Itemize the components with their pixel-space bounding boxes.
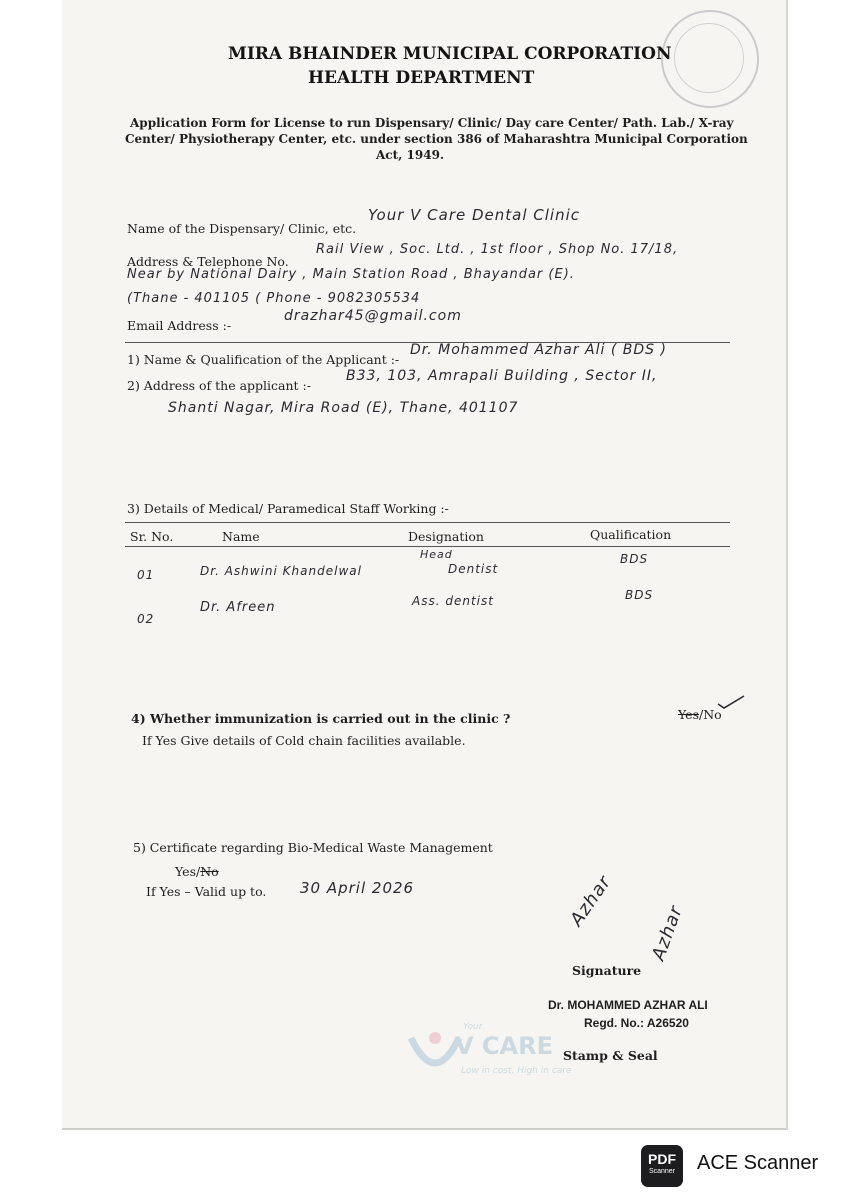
staff-table-header-rule bbox=[125, 546, 730, 547]
logo-brand-text: V CARE bbox=[455, 1032, 553, 1060]
applicant-name-label: 1) Name & Qualification of the Applicant :- bbox=[127, 352, 400, 367]
staff-designation-note: Head bbox=[420, 548, 453, 561]
waste-answer bbox=[175, 864, 219, 879]
round-stamp-mark bbox=[661, 10, 759, 108]
answer-separator: / bbox=[195, 864, 201, 879]
pdf-scanner-badge bbox=[641, 1145, 683, 1187]
clinic-name-label: Name of the Dispensary/ Clinic, etc. bbox=[127, 221, 357, 236]
staff-sr: 01 bbox=[137, 568, 155, 582]
corporation-title: MIRA BHAINDER MUNICIPAL CORPORATION bbox=[228, 44, 672, 64]
staff-table-top-rule bbox=[125, 522, 730, 523]
vcare-logo-watermark bbox=[405, 1022, 585, 1092]
staff-name: Dr. Afreen bbox=[200, 600, 276, 615]
handwritten-signature: Azhar bbox=[566, 871, 616, 931]
tick-mark-icon bbox=[716, 694, 746, 710]
valid-up-to-value: 30 April 2026 bbox=[300, 879, 415, 897]
address-line-1: Rail View , Soc. Ltd. , 1st floor , Shop No. 17/18, bbox=[316, 242, 679, 257]
logo-tagline: Low in cost, High in care bbox=[461, 1066, 572, 1076]
applicant-address-line-1: B33, 103, Amrapali Building , Sector II, bbox=[346, 368, 658, 384]
email-value: drazhar45@gmail.com bbox=[284, 308, 462, 324]
staff-designation: Dentist bbox=[448, 562, 499, 576]
waste-certificate-question: 5) Certificate regarding Bio-Medical Waste Management bbox=[133, 840, 493, 855]
staff-designation: Ass. dentist bbox=[412, 594, 494, 608]
applicant-address-label: 2) Address of the applicant :- bbox=[127, 378, 311, 393]
intro-line-3: Act, 1949. bbox=[376, 148, 445, 162]
answer-no: No bbox=[703, 707, 722, 722]
applicant-name-value: Dr. Mohammed Azhar Ali ( BDS ) bbox=[410, 342, 667, 358]
staff-header-sr: Sr. No. bbox=[130, 529, 174, 544]
cold-chain-question: If Yes Give details of Cold chain facilities available. bbox=[142, 733, 466, 748]
staff-sr: 02 bbox=[137, 612, 155, 626]
scanner-app-name: ACE Scanner bbox=[697, 1152, 819, 1174]
clinic-name-value: Your V Care Dental Clinic bbox=[368, 206, 581, 224]
badge-pdf-text: PDF bbox=[648, 1151, 676, 1167]
answer-yes-struck: Yes bbox=[678, 707, 699, 722]
answer-separator: / bbox=[698, 707, 704, 722]
address-line-3: (Thane - 401105 ( Phone - 9082305534 bbox=[127, 291, 421, 306]
signature-label: Signature bbox=[572, 963, 642, 978]
immunization-question: 4) Whether immunization is carried out in the clinic ? bbox=[131, 711, 511, 726]
badge-scanner-text: Scanner bbox=[648, 1168, 676, 1175]
registration-number: Regd. No.: A26520 bbox=[584, 1016, 689, 1030]
address-label: Address & Telephone No. bbox=[127, 254, 289, 269]
answer-no-struck: No bbox=[200, 864, 219, 879]
staff-section-title: 3) Details of Medical/ Paramedical Staff Working :- bbox=[127, 501, 449, 516]
staff-qualification: BDS bbox=[620, 552, 649, 566]
email-label: Email Address :- bbox=[127, 318, 232, 333]
staff-name: Dr. Ashwini Khandelwal bbox=[200, 564, 362, 578]
staff-header-qualification: Qualification bbox=[590, 527, 672, 542]
answer-yes: Yes bbox=[175, 864, 196, 879]
department-title: HEALTH DEPARTMENT bbox=[308, 68, 535, 88]
handwritten-signature-2: Azhar bbox=[648, 902, 688, 964]
stamp-seal-label: Stamp & Seal bbox=[563, 1048, 658, 1063]
scanned-form-page bbox=[62, 0, 788, 1130]
doctor-name: Dr. MOHAMMED AZHAR ALI bbox=[548, 998, 708, 1012]
intro-line-1: Application Form for License to run Dispensary/ Clinic/ Day care Center/ Path. Lab./ X-ray bbox=[130, 116, 734, 130]
logo-top-text: Your bbox=[463, 1022, 483, 1032]
intro-line-2: Center/ Physiotherapy Center, etc. under section 386 of Maharashtra Municipal Corporation bbox=[125, 132, 748, 146]
address-line-2: Near by National Dairy , Main Station Road , Bhayandar (E). bbox=[127, 267, 575, 282]
applicant-address-line-2: Shanti Nagar, Mira Road (E), Thane, 401107 bbox=[168, 400, 519, 416]
valid-up-to-label: If Yes – Valid up to. bbox=[146, 884, 267, 899]
staff-qualification: BDS bbox=[625, 588, 654, 602]
staff-header-designation: Designation bbox=[408, 529, 484, 544]
staff-header-name: Name bbox=[222, 529, 260, 544]
